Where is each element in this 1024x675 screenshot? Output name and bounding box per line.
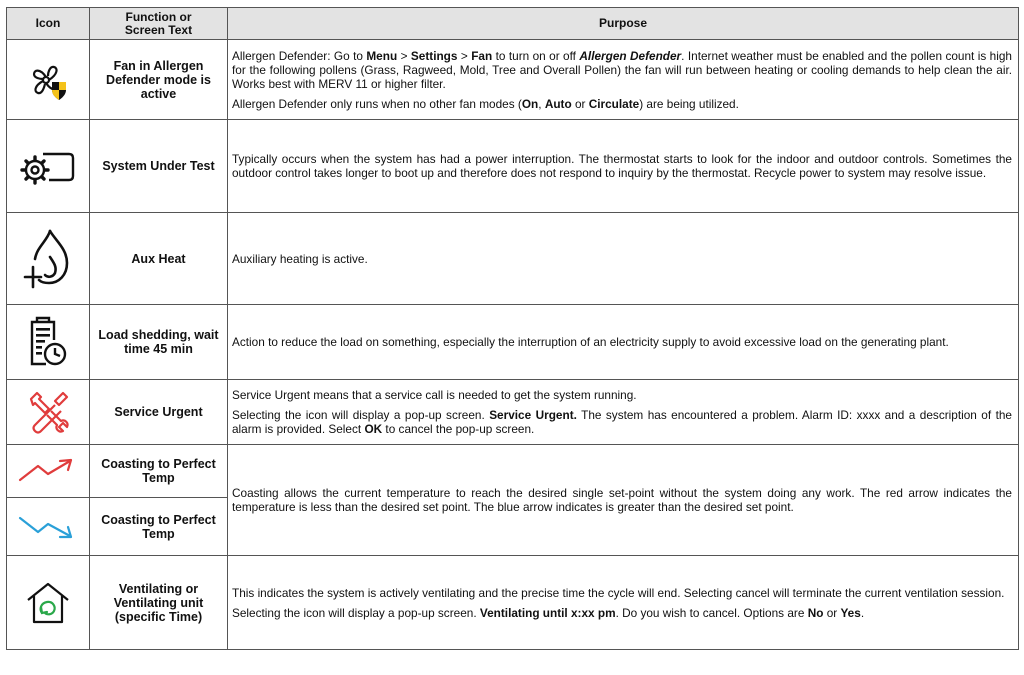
icon-cell bbox=[7, 445, 90, 498]
table-row bbox=[7, 40, 1019, 120]
function-text: Coasting to Perfect Temp bbox=[90, 498, 228, 556]
trend-down-arrow-icon bbox=[18, 514, 78, 540]
purpose-text: Typically occurs when the system has had a power interruption. The thermostat starts to look for the indoor and outdoor controls. Sometimes the outdoor control takes longer to boot up and therefore does not respond to inquiry by the thermostat. Recycle power to system may resolve issue. bbox=[228, 120, 1019, 213]
purpose-text bbox=[228, 380, 1019, 445]
purpose-text: Action to reduce the load on something, especially the interruption of an electricity supply to avoid excessive load on the generating plant. bbox=[228, 305, 1019, 380]
fan-allergen-shield-icon bbox=[26, 58, 70, 102]
function-text: Load shedding, wait time 45 min bbox=[90, 305, 228, 380]
purpose-paragraph: Allergen Defender: Go to Menu > Settings > Fan to turn on or off Allergen Defender. Internet weather must be enabled and the pollen count is high for the following pollens (Grass, Ragweed, Mold, Tree and Overall Pollen) the fan will run between heating or cooling demands to help clean the air. Works best with MERV 11 or higher filter. bbox=[232, 48, 1012, 91]
icon-reference-table bbox=[6, 7, 1019, 650]
wrench-screwdriver-icon bbox=[25, 389, 71, 435]
gear-screen-icon bbox=[19, 146, 77, 186]
icon-cell bbox=[7, 213, 90, 305]
purpose-text bbox=[228, 556, 1019, 650]
icon-cell bbox=[7, 40, 90, 120]
purpose-text: Coasting allows the current temperature to reach the desired single set-point without the system doing any work. The red arrow indicates the temperature is less than the desired set point. The blue arrow indicates is greater than the desired set point. bbox=[228, 445, 1019, 556]
purpose-text: Auxiliary heating is active. bbox=[228, 213, 1019, 305]
table-row bbox=[7, 213, 1019, 305]
function-text: Fan in Allergen Defender mode is active bbox=[90, 40, 228, 120]
icon-cell bbox=[7, 380, 90, 445]
purpose-paragraph: Allergen Defender only runs when no other fan modes (On, Auto or Circulate) are being utilized. bbox=[232, 96, 739, 111]
table-row bbox=[7, 445, 1019, 498]
trend-up-arrow-icon bbox=[18, 458, 78, 484]
aux-heat-flame-icon bbox=[23, 227, 73, 291]
function-text: Coasting to Perfect Temp bbox=[90, 445, 228, 498]
header-purpose: Purpose bbox=[228, 8, 1019, 40]
function-text: System Under Test bbox=[90, 120, 228, 213]
icon-cell bbox=[7, 120, 90, 213]
header-row bbox=[7, 8, 1019, 40]
house-ventilation-icon bbox=[25, 580, 71, 626]
purpose-paragraph: This indicates the system is actively ventilating and the precise time the cycle will end. Selecting cancel will terminate the current ventilation session. bbox=[232, 585, 1005, 600]
header-function: Function or Screen Text bbox=[90, 8, 228, 40]
purpose-paragraph: Selecting the icon will display a pop-up screen. Ventilating until x:xx pm. Do you wish to cancel. Options are No or Yes. bbox=[232, 605, 865, 620]
icon-cell bbox=[7, 305, 90, 380]
function-text: Service Urgent bbox=[90, 380, 228, 445]
purpose-paragraph: Selecting the icon will display a pop-up screen. Service Urgent. The system has encountered a problem. Alarm ID: xxxx and a description of the alarm is provided. Select OK to cancel the pop-up screen. bbox=[232, 408, 1012, 436]
icon-cell bbox=[7, 498, 90, 556]
icon-cell bbox=[7, 556, 90, 650]
header-icon: Icon bbox=[7, 8, 90, 40]
purpose-text bbox=[228, 40, 1019, 120]
table-row bbox=[7, 380, 1019, 445]
table-row bbox=[7, 120, 1019, 213]
function-text: Aux Heat bbox=[90, 213, 228, 305]
table-row bbox=[7, 305, 1019, 380]
purpose-paragraph: Service Urgent means that a service call is needed to get the system running. bbox=[232, 388, 637, 402]
building-clock-icon bbox=[28, 316, 68, 368]
function-text: Ventilating or Ventilating unit (specific Time) bbox=[90, 556, 228, 650]
table-row bbox=[7, 556, 1019, 650]
